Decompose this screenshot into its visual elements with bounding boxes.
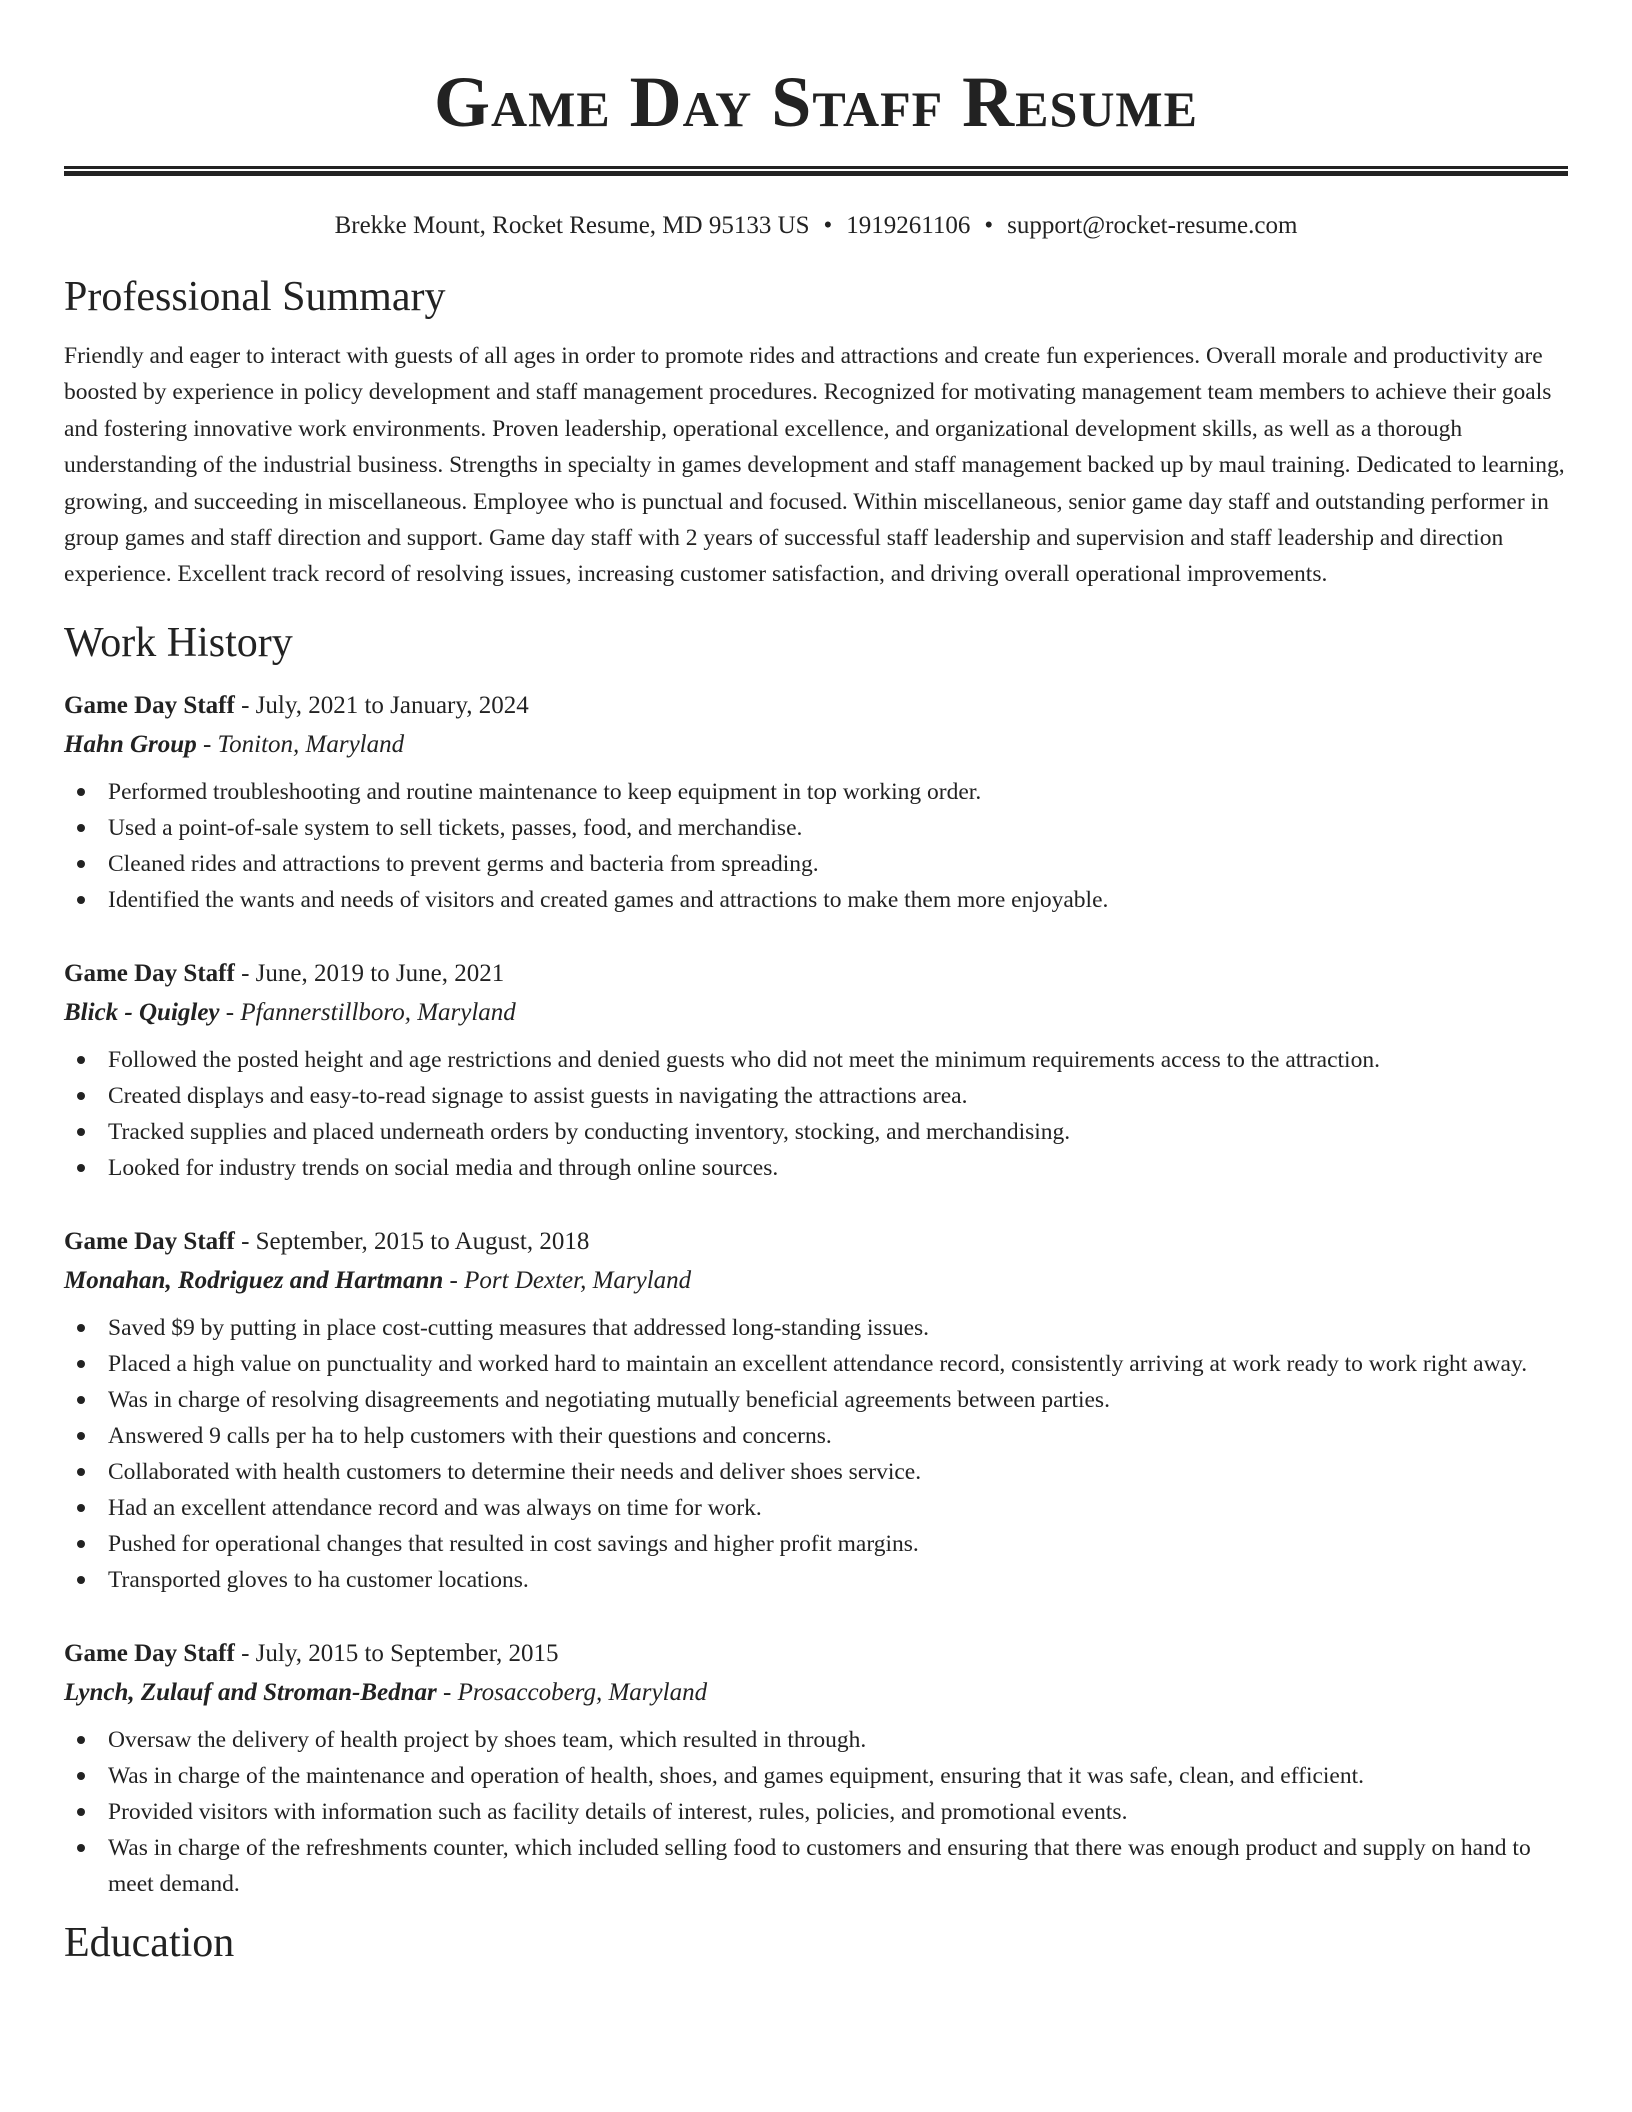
title-divider [64, 166, 1568, 176]
contact-address: Brekke Mount, Rocket Resume, MD 95133 US [334, 212, 810, 239]
job-bullet [64, 1526, 1568, 1562]
bullet-dot [77, 1056, 85, 1064]
job-location: - Pfannerstillboro, Maryland [219, 998, 516, 1026]
bullet-dot [77, 860, 85, 868]
job-bullets [64, 774, 1568, 918]
bullet-text: Oversaw the delivery of health project by shoes team, which resulted in through. [108, 1726, 867, 1753]
job-location: - Port Dexter, Maryland [443, 1266, 692, 1294]
bullet-dot [77, 1468, 85, 1476]
job-bullet [64, 1418, 1568, 1454]
job-title-line [64, 1222, 1568, 1261]
bullet-dot [77, 896, 85, 904]
job-bullet [64, 1830, 1568, 1902]
bullet-dot [77, 1128, 85, 1136]
job-bullet [64, 1794, 1568, 1830]
job-dates: - June, 2019 to June, 2021 [234, 959, 505, 987]
bullet-text: Was in charge of resolving disagreements and negotiating mutually beneficial agreements between parties. [108, 1386, 1110, 1413]
job-company-line [64, 1673, 1568, 1712]
job-entry [64, 1634, 1568, 1902]
job-company-line [64, 993, 1568, 1032]
bullet-text: Provided visitors with information such as facility details of interest, rules, policies, and promotional events. [108, 1798, 1128, 1825]
contact-separator: • [823, 212, 833, 239]
job-title-line [64, 954, 1568, 993]
bullet-text: Identified the wants and needs of visitors and created games and attractions to make them more enjoyable. [108, 886, 1109, 913]
bullet-text: Answered 9 calls per ha to help customers with their questions and concerns. [108, 1422, 832, 1449]
job-dates: - July, 2015 to September, 2015 [234, 1639, 559, 1667]
bullet-dot [77, 1092, 85, 1100]
job-company: Lynch, Zulauf and Stroman-Bednar [64, 1678, 437, 1706]
job-bullet [64, 1454, 1568, 1490]
job-location: - Prosaccoberg, Maryland [436, 1678, 708, 1706]
bullet-dot [77, 1772, 85, 1780]
bullet-dot [77, 1396, 85, 1404]
job-bullet [64, 1078, 1568, 1114]
job-bullet [64, 1722, 1568, 1758]
job-bullet [64, 774, 1568, 810]
job-entry [64, 686, 1568, 918]
job-title-line [64, 1634, 1568, 1673]
bullet-dot [77, 788, 85, 796]
job-bullets [64, 1722, 1568, 1902]
job-bullet [64, 1490, 1568, 1526]
job-title: Game Day Staff [64, 691, 235, 719]
contact-separator: • [984, 212, 994, 239]
job-title-line [64, 686, 1568, 725]
job-company-line [64, 1261, 1568, 1300]
summary-text: Friendly and eager to interact with guests of all ages in order to promote rides and attractions and create fun experiences. Overall morale and productivity are boosted by experience in policy development and staff management procedures. Recognized for motivating management team members to achieve their goals and fostering innovative work environments. Proven leadership, operational excellence, and organizational development skills, as well as a thorough understanding of the industrial business. Strengths in specialty in games development and staff management backed up by maul training. Dedicated to learning, growing, and succeeding in miscellaneous. Employee who is punctual and focused. Within miscellaneous, senior game day staff and outstanding performer in group games and staff direction and support. Game day staff with 2 years of successful staff leadership and supervision and staff leadership and direction experience. Excellent track record of resolving issues, increasing customer satisfaction, and driving overall operational improvements. [64, 343, 1565, 588]
job-bullet [64, 1562, 1568, 1598]
job-bullet [64, 882, 1568, 918]
bullet-dot [77, 1360, 85, 1368]
job-title: Game Day Staff [64, 959, 235, 987]
job-title: Game Day Staff [64, 1227, 235, 1255]
bullet-text: Tracked supplies and placed underneath orders by conducting inventory, stocking, and merchandising. [108, 1118, 1071, 1145]
job-company-line [64, 725, 1568, 764]
bullet-dot [77, 1736, 85, 1744]
contact-email: support@rocket-resume.com [1007, 212, 1298, 239]
bullet-dot [77, 1324, 85, 1332]
bullet-dot [77, 1164, 85, 1172]
job-bullet [64, 1382, 1568, 1418]
bullet-text: Looked for industry trends on social media and through online sources. [108, 1154, 779, 1181]
bullet-dot [77, 1844, 85, 1852]
bullet-dot [77, 1432, 85, 1440]
bullet-text: Followed the posted height and age restrictions and denied guests who did not meet the minimum requirements access to the attraction. [108, 1046, 1380, 1073]
contact-line [64, 210, 1568, 242]
job-bullet [64, 1114, 1568, 1150]
education-heading: Education [64, 1919, 235, 1966]
bullet-dot [77, 1576, 85, 1584]
bullet-text: Had an excellent attendance record and was always on time for work. [108, 1494, 762, 1521]
bullet-dot [77, 1504, 85, 1512]
bullet-text: Placed a high value on punctuality and worked hard to maintain an excellent attendance record, consistently arriving at work ready to work right away. [108, 1350, 1528, 1377]
bullet-text: Used a point-of-sale system to sell tickets, passes, food, and merchandise. [108, 814, 803, 841]
bullet-text: Pushed for operational changes that resulted in cost savings and higher profit margins. [108, 1530, 919, 1557]
bullet-text: Collaborated with health customers to determine their needs and deliver shoes service. [108, 1458, 922, 1485]
bullet-text: Saved $9 by putting in place cost-cutting measures that addressed long-standing issues. [108, 1314, 930, 1341]
job-dates: - July, 2021 to January, 2024 [234, 691, 529, 719]
summary-heading: Professional Summary [64, 274, 446, 320]
bullet-dot [77, 1540, 85, 1548]
job-location: - Toniton, Maryland [196, 730, 405, 758]
job-bullet [64, 1758, 1568, 1794]
resume-title: Game Day Staff Resume [434, 62, 1198, 142]
job-bullet [64, 1346, 1568, 1382]
job-company: Blick - Quigley [64, 998, 220, 1026]
bullet-text: Performed troubleshooting and routine maintenance to keep equipment in top working order. [108, 778, 982, 805]
resume-page [64, 0, 1568, 1968]
bullet-dot [77, 1808, 85, 1816]
job-bullet [64, 846, 1568, 882]
job-bullet [64, 1042, 1568, 1078]
job-bullets [64, 1042, 1568, 1186]
bullet-text: Was in charge of the refreshments counter, which included selling food to customers and ensuring that there was enough product and supply on hand to meet demand. [108, 1834, 1531, 1897]
job-company: Hahn Group [64, 730, 197, 758]
job-bullets [64, 1310, 1568, 1598]
job-bullet [64, 810, 1568, 846]
job-bullet [64, 1150, 1568, 1186]
bullet-text: Cleaned rides and attractions to prevent germs and bacteria from spreading. [108, 850, 819, 877]
bullet-text: Was in charge of the maintenance and operation of health, shoes, and games equipment, ensuring that it was safe, clean, and efficient. [108, 1762, 1365, 1789]
job-company: Monahan, Rodriguez and Hartmann [64, 1266, 444, 1294]
job-title: Game Day Staff [64, 1639, 235, 1667]
work-history-heading: Work History [64, 619, 293, 666]
job-entry [64, 1222, 1568, 1598]
contact-phone: 1919261106 [846, 212, 971, 239]
bullet-text: Transported gloves to ha customer locations. [108, 1566, 529, 1593]
bullet-text: Created displays and easy-to-read signage to assist guests in navigating the attractions area. [108, 1082, 968, 1109]
bullet-dot [77, 824, 85, 832]
job-entry [64, 954, 1568, 1186]
job-dates: - September, 2015 to August, 2018 [234, 1227, 590, 1255]
job-bullet [64, 1310, 1568, 1346]
